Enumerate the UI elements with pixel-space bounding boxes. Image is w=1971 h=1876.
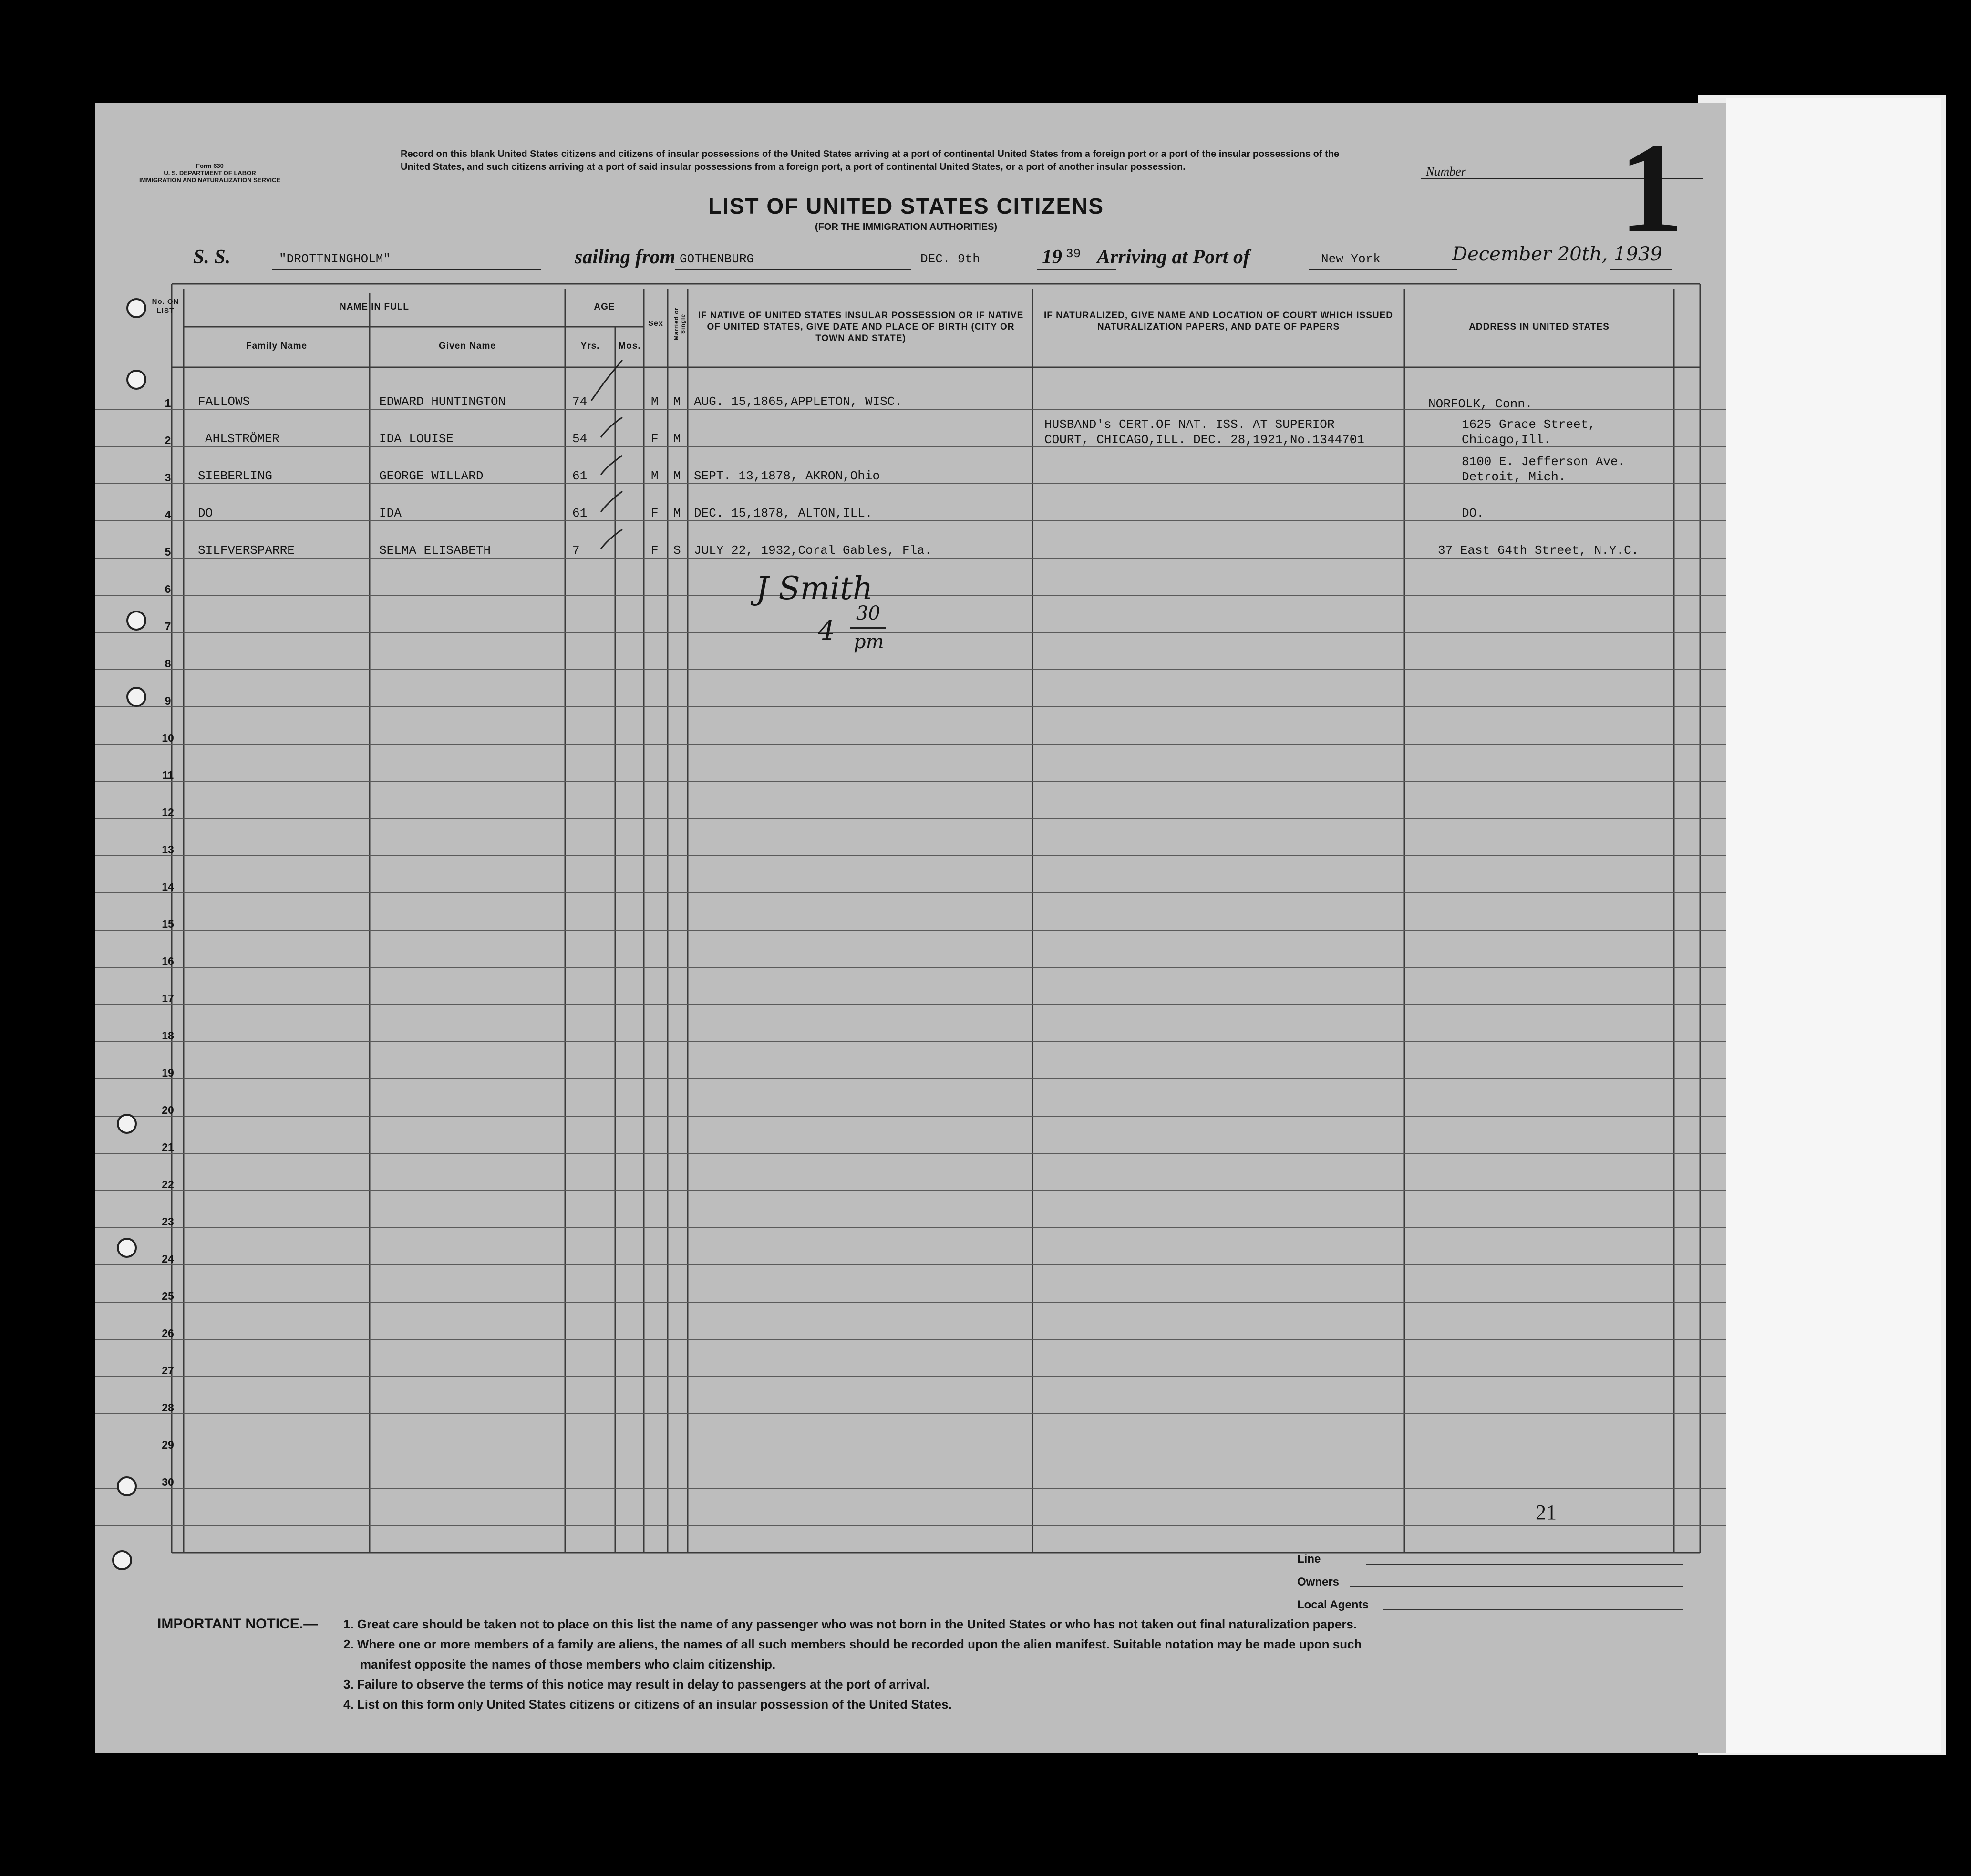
form-title: LIST OF UNITED STATES CITIZENS: [708, 194, 1104, 218]
row-number: 16: [162, 955, 174, 967]
row-number: 1: [165, 397, 171, 409]
ship-name: "DROTTNINGHOLM": [279, 252, 391, 266]
given-name: EDWARD HUNTINGTON: [379, 394, 506, 409]
address-line1: 8100 E. Jefferson Ave.: [1462, 455, 1626, 469]
col-yrs: Yrs.: [580, 341, 600, 351]
number-label: Number: [1426, 165, 1466, 178]
address-line1: 37 East 64th Street, N.Y.C.: [1438, 543, 1639, 558]
family-name: AHLSTRÖMER: [205, 432, 280, 446]
birth-info: DEC. 15,1878, ALTON,ILL.: [694, 506, 873, 520]
sex: F: [651, 432, 659, 446]
notice-2b: manifest opposite the names of those members who claim citizenship.: [360, 1657, 776, 1671]
row-number: 14: [162, 881, 174, 893]
col-family-name: Family Name: [246, 341, 308, 351]
given-name: GEORGE WILLARD: [379, 469, 484, 483]
row-number: 21: [162, 1141, 174, 1153]
notice-2a: 2. Where one or more members of a family are aliens, the names of all such members should be recorded upon the alien manifest. Suitable notation may be made upon such: [343, 1637, 1362, 1651]
row-number: 27: [162, 1364, 174, 1377]
row-number: 5: [165, 546, 171, 558]
punch-hole: [112, 1550, 132, 1570]
row-number: 29: [162, 1439, 174, 1451]
col-sex: Sex: [648, 320, 663, 328]
row-number: 22: [162, 1178, 174, 1191]
col-mos: Mos.: [618, 341, 641, 351]
row-number: 13: [162, 843, 174, 856]
punch-hole: [117, 1476, 137, 1496]
notice-heading: IMPORTANT NOTICE.—: [157, 1616, 318, 1632]
row-number: 12: [162, 806, 174, 819]
table-row: [95, 543, 1726, 580]
marital-status: S: [673, 543, 681, 558]
sailing-label: sailing from: [575, 246, 676, 268]
local-agents-label: Local Agents: [1297, 1598, 1369, 1611]
notice-1: 1. Great care should be taken not to place on this list the name of any passenger who was not born in the United States or who has not taken out final naturalization papers.: [343, 1617, 1357, 1631]
form-instruction: Record on this blank United States citizens and citizens of insular possessions of the United States arriving at a port of continental United States from a foreign port or a port of the insular possessions of the United States, and such citizens arriving at a port of said insular possessions from a foreign port, a port of continental United States, or a port of another insular possession.: [401, 149, 1340, 172]
row-number: 7: [165, 620, 171, 632]
family-name: SIEBERLING: [198, 469, 273, 483]
list-number: 1: [1619, 117, 1683, 259]
given-name: SELMA ELISABETH: [379, 543, 491, 558]
age-years: 74: [572, 394, 588, 409]
marital-status: M: [673, 506, 681, 520]
sex: M: [651, 394, 659, 409]
punch-hole: [126, 687, 146, 707]
owners-label: Owners: [1297, 1575, 1340, 1588]
sex: F: [651, 543, 659, 558]
address-line1: NORFOLK, Conn.: [1428, 397, 1533, 411]
time-ampm: pm: [854, 631, 884, 653]
row-number: 6: [165, 583, 171, 595]
col-naturalized: IF NATURALIZED, GIVE NAME AND LOCATION OF COURT WHICH ISSUED NATURALIZATION PAPERS, AND DATE OF PAPERS: [1043, 311, 1393, 332]
row-number: 15: [162, 918, 174, 930]
col-no: No. ON LIST: [152, 298, 179, 315]
row-number: 3: [165, 471, 171, 484]
family-name: SILFVERSPARRE: [198, 543, 295, 558]
col-birth: IF NATIVE OF UNITED STATES INSULAR POSSESSION OR IF NATIVE OF UNITED STATES, GIVE DATE AND PLACE OF BIRTH (CITY OR TOWN AND STATE): [698, 311, 1024, 343]
age-years: 61: [572, 506, 588, 520]
row-number: 20: [162, 1104, 174, 1116]
form-number: Form 630: [196, 162, 224, 169]
naturalization-line2: COURT, CHICAGO,ILL. DEC. 28,1921,No.1344701: [1044, 433, 1364, 447]
naturalization-line1: HUSBAND's CERT.OF NAT. ISS. AT SUPERIOR: [1044, 417, 1335, 432]
row-number: 11: [162, 769, 174, 781]
backing-sheet-edge: [1726, 98, 1941, 1753]
time-minutes: 30: [856, 602, 880, 624]
notice-4: 4. List on this form only United States citizens or citizens of an insular possession of the United States.: [343, 1697, 952, 1711]
address-line2: Detroit, Mich.: [1462, 470, 1566, 484]
col-age: AGE: [594, 302, 615, 312]
form-department: U. S. DEPARTMENT OF LABOR: [164, 169, 256, 176]
address-line2: Chicago,Ill.: [1462, 433, 1551, 447]
form-id: [138, 162, 281, 184]
sailing-date: DEC. 9th: [920, 252, 980, 266]
form-service: IMMIGRATION AND NATURALIZATION SERVICE: [139, 176, 281, 184]
port-from: GOTHENBURG: [680, 252, 754, 266]
row-number: 24: [162, 1253, 174, 1265]
year-suffix: 39: [1066, 247, 1081, 261]
punch-hole: [126, 298, 146, 318]
year-prefix: 19: [1042, 246, 1062, 268]
form-subtitle: (FOR THE IMMIGRATION AUTHORITIES): [815, 222, 998, 232]
col-given-name: Given Name: [439, 341, 496, 351]
given-name: IDA: [379, 506, 402, 520]
row-number: 2: [165, 434, 171, 446]
row-number: 18: [162, 1029, 174, 1042]
row-number: 9: [165, 694, 171, 707]
age-years: 7: [572, 543, 580, 558]
col-name-in-full: NAME IN FULL: [339, 302, 410, 312]
family-name: DO: [198, 506, 213, 520]
address-line1: 1625 Grace Street,: [1462, 417, 1596, 432]
manifest-page: [95, 103, 1726, 1753]
marital-status: M: [673, 394, 681, 409]
time-hour: 4: [818, 615, 835, 646]
sex: F: [651, 506, 659, 520]
age-years: 61: [572, 469, 588, 483]
port-to: New York: [1321, 252, 1381, 266]
punch-hole: [126, 611, 146, 631]
line-label: Line: [1297, 1553, 1321, 1565]
table-row: [95, 506, 1726, 543]
family-name: FALLOWS: [198, 394, 250, 409]
col-married: Married or Single: [673, 307, 686, 341]
stamp-number: 21: [1536, 1501, 1557, 1524]
row-number: 17: [162, 992, 174, 1005]
notice-3: 3. Failure to observe the terms of this notice may result in delay to passengers at the port of arrival.: [343, 1677, 930, 1691]
row-number: 10: [162, 732, 174, 744]
arriving-label: Arriving at Port of: [1097, 246, 1250, 268]
given-name: IDA LOUISE: [379, 432, 454, 446]
marital-status: M: [673, 469, 681, 483]
arrival-date: December 20th, 1939: [1452, 243, 1662, 265]
row-number: 23: [162, 1215, 174, 1228]
birth-info: SEPT. 13,1878, AKRON,Ohio: [694, 469, 880, 483]
punch-hole: [117, 1114, 137, 1134]
inspector-signature: J Smith: [756, 570, 873, 607]
time-divider: [850, 627, 886, 629]
row-number: 30: [162, 1476, 174, 1488]
ss-label: S. S.: [193, 246, 231, 268]
birth-info: JULY 22, 1932,Coral Gables, Fla.: [694, 543, 932, 558]
age-years: 54: [572, 432, 588, 446]
marital-status: M: [673, 432, 681, 446]
punch-hole: [117, 1238, 137, 1258]
sex: M: [651, 469, 659, 483]
row-number: 4: [165, 508, 171, 521]
table-row: [95, 455, 1726, 506]
punch-hole: [126, 370, 146, 390]
row-number: 19: [162, 1067, 174, 1079]
birth-info: AUG. 15,1865,APPLETON, WISC.: [694, 394, 902, 409]
col-address: ADDRESS IN UNITED STATES: [1469, 322, 1610, 332]
address-line1: DO.: [1462, 506, 1484, 520]
row-number: 8: [165, 657, 171, 670]
row-number: 28: [162, 1401, 174, 1414]
row-number: 25: [162, 1290, 174, 1302]
row-number: 26: [162, 1327, 174, 1339]
